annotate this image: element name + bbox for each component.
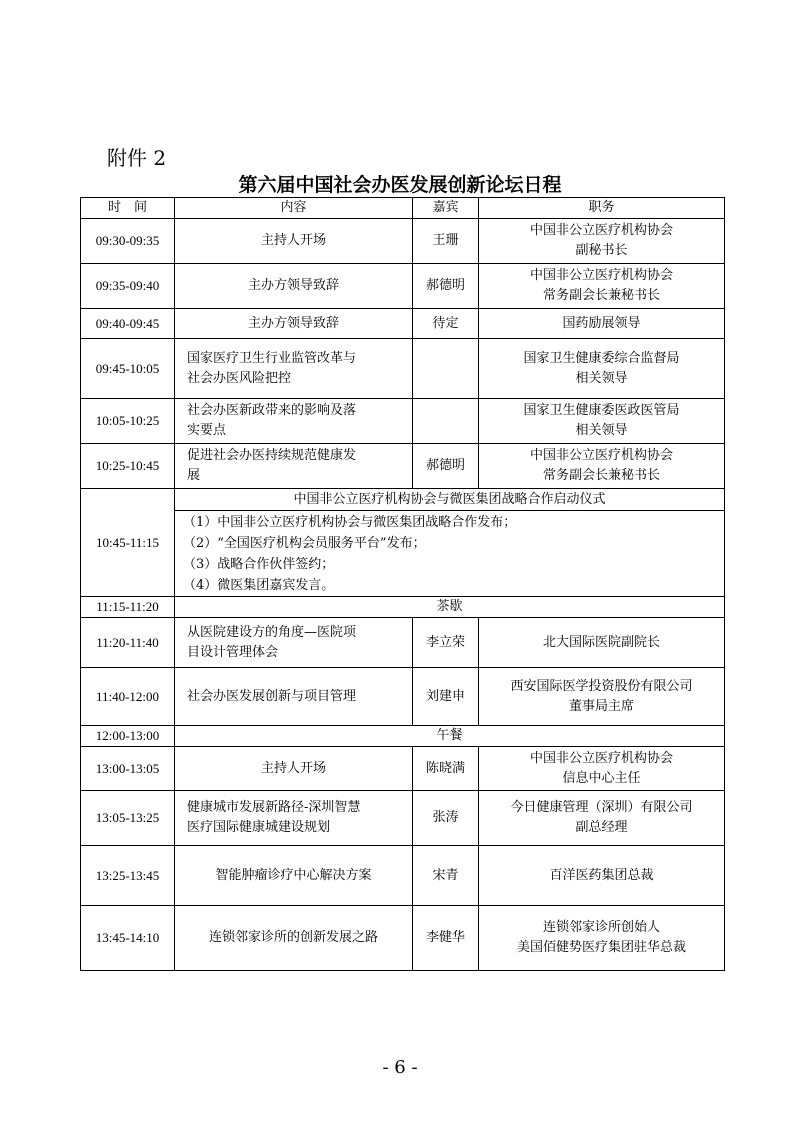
row-position: 国家卫生健康委综合监督局 相关领导 [479,339,725,399]
row-guest [413,399,479,444]
table-row [81,339,725,399]
row-position: 国药励展领导 [479,309,725,339]
row-position: 今日健康管理（深圳）有限公司 副总经理 [479,791,725,846]
row-content: 国家医疗卫生行业监管改革与 社会办医风险把控 [175,339,413,399]
header-position: 职务 [479,198,725,219]
row-content: 主办方领导致辞 [175,264,413,309]
table-row [81,219,725,264]
row-content: 促进社会办医持续规范健康发 展 [175,444,413,489]
schedule-table [80,197,725,971]
lunch-time: 12:00-13:00 [81,726,175,747]
row-content: 主办方领导致辞 [175,309,413,339]
row-position: 百洋医药集团总裁 [479,846,725,906]
row-guest: 李立荣 [413,618,479,668]
table-row [81,747,725,791]
row-position: 中国非公立医疗机构协会 副秘书长 [479,219,725,264]
ceremony-title: 中国非公立医疗机构协会与微医集团战略合作启动仪式 [175,489,725,511]
table-row [81,618,725,668]
row-guest: 郝德明 [413,444,479,489]
attachment-label: 附件 2 [107,146,167,170]
ceremony-items [175,511,725,597]
row-position: 连锁邻家诊所创始人 美国佰健势医疗集团驻华总裁 [479,906,725,971]
row-guest: 郝德明 [413,264,479,309]
row-position: 中国非公立医疗机构协会 信息中心主任 [479,747,725,791]
header-guest: 嘉宾 [413,198,479,219]
row-guest: 待定 [413,309,479,339]
ceremony-items-row [81,511,725,597]
tea-break-label: 茶歇 [175,597,725,618]
row-content: 社会办医新政带来的影响及落 实要点 [175,399,413,444]
ceremony-item: （3）战略合作伙伴签约； [183,556,335,572]
table-header-row [81,198,725,219]
page-title: 第六届中国社会办医发展创新论坛日程 [238,174,562,196]
table-row [81,791,725,846]
row-content: 主持人开场 [175,747,413,791]
table-row [81,309,725,339]
table-row [81,668,725,726]
row-content: 从医院建设方的角度—医院项 目设计管理体会 [175,618,413,668]
tea-break-time: 11:15-11:20 [81,597,175,618]
row-time: 09:40-09:45 [81,309,175,339]
row-time: 13:45-14:10 [81,906,175,971]
row-position: 北大国际医院副院长 [479,618,725,668]
row-guest: 宋青 [413,846,479,906]
row-guest: 王珊 [413,219,479,264]
table-row [81,264,725,309]
row-time: 13:05-13:25 [81,791,175,846]
ceremony-item: （1）中国非公立医疗机构协会与微医集团战略合作发布； [183,514,517,530]
table-row [81,846,725,906]
row-content: 智能肿瘤诊疗中心解决方案 [175,846,413,906]
row-position: 国家卫生健康委医政医管局 相关领导 [479,399,725,444]
header-content: 内容 [175,198,413,219]
table-row [81,906,725,971]
row-guest: 李健华 [413,906,479,971]
row-guest: 张涛 [413,791,479,846]
ceremony-title-row [81,489,725,511]
table-row [81,399,725,444]
row-time: 11:20-11:40 [81,618,175,668]
row-guest [413,339,479,399]
page-number: - 6 - [382,1057,418,1078]
row-content: 主持人开场 [175,219,413,264]
row-time: 09:35-09:40 [81,264,175,309]
row-content: 连锁邻家诊所的创新发展之路 [175,906,413,971]
ceremony-item: （4）微医集团嘉宾发言。 [183,577,335,593]
header-time: 时 间 [81,198,175,219]
row-guest: 刘建申 [413,668,479,726]
table-row [81,444,725,489]
row-guest: 陈晓满 [413,747,479,791]
row-time: 13:00-13:05 [81,747,175,791]
lunch-row [81,726,725,747]
row-position: 西安国际医学投资股份有限公司 董事局主席 [479,668,725,726]
row-position: 中国非公立医疗机构协会 常务副会长兼秘书长 [479,264,725,309]
row-time: 10:25-10:45 [81,444,175,489]
row-content: 健康城市发展新路径-深圳智慧 医疗国际健康城建设规划 [175,791,413,846]
row-position: 中国非公立医疗机构协会 常务副会长兼秘书长 [479,444,725,489]
ceremony-item: （2）“全国医疗机构会员服务平台”发布； [183,535,426,551]
ceremony-time: 10:45-11:15 [81,489,175,597]
row-time: 10:05-10:25 [81,399,175,444]
row-content: 社会办医发展创新与项目管理 [175,668,413,726]
tea-break-row [81,597,725,618]
row-time: 09:30-09:35 [81,219,175,264]
row-time: 13:25-13:45 [81,846,175,906]
row-time: 11:40-12:00 [81,668,175,726]
lunch-label: 午餐 [175,726,725,747]
row-time: 09:45-10:05 [81,339,175,399]
